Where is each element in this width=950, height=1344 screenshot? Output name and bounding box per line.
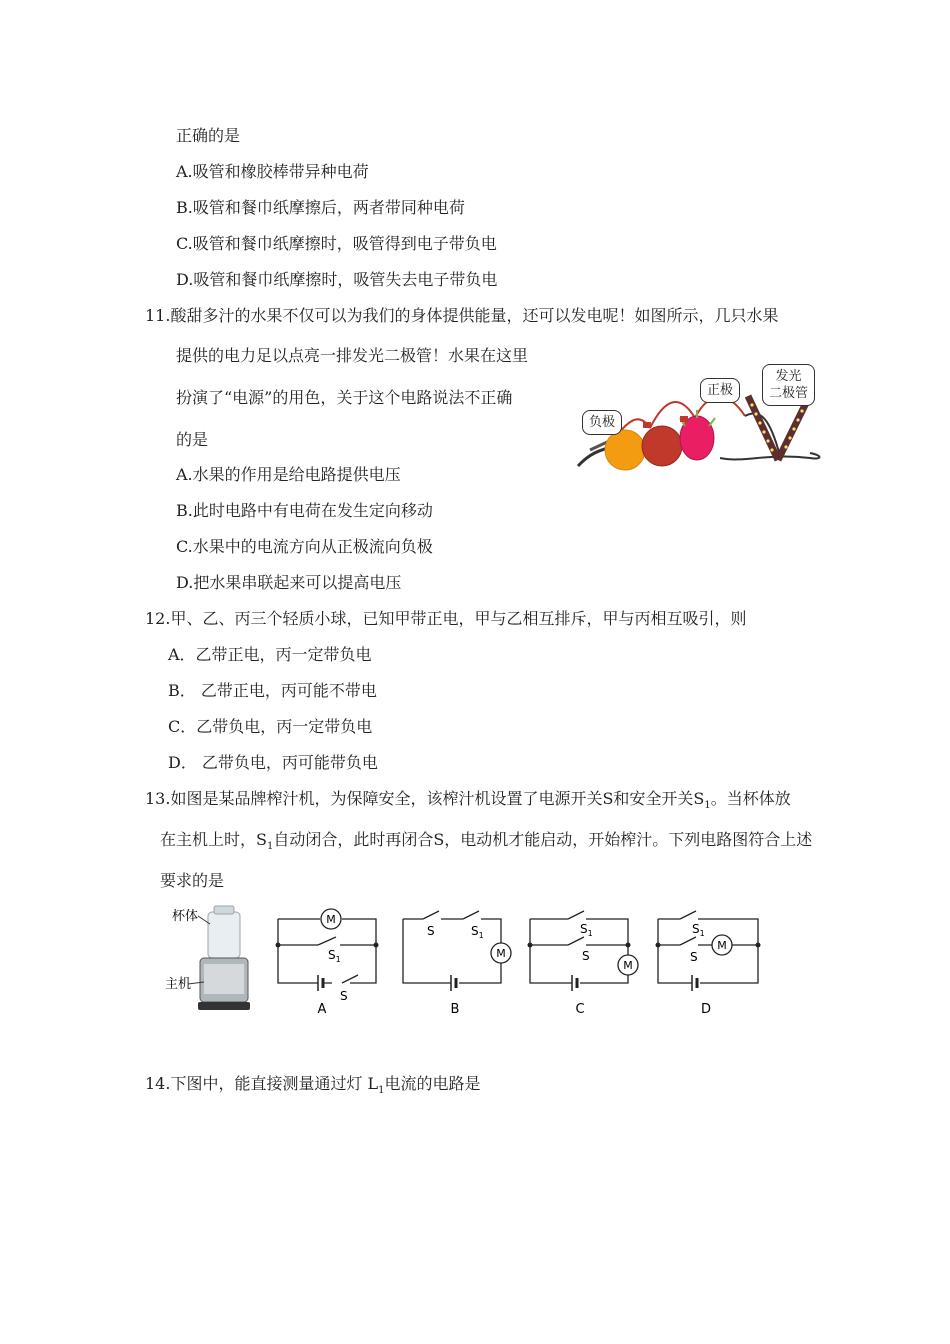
circuit-c-switch-s: S (582, 949, 590, 963)
circuit-c-diagram (522, 905, 642, 1017)
circuit-c-motor-symbol: M (623, 959, 633, 972)
circuit-a-switch-s1: $S_1$ (328, 948, 341, 964)
circuit-a-diagram (270, 905, 385, 1017)
q13-stem-line-1-text: 13.如图是某品牌榨汁机，为保障安全，该榨汁机设置了电源开关S和安全开关S (145, 789, 705, 808)
circuit-c-switch-s1: $S_1$ (580, 922, 593, 938)
q11-option-a: A.水果的作用是给电路提供电压 (176, 465, 401, 484)
circuit-d-diagram (650, 905, 770, 1017)
q12-option-d: D． 乙带负电，丙可能带负电 (168, 753, 378, 772)
positive-pole-label: 正极 (700, 378, 740, 403)
circuit-d-label: D (700, 1002, 712, 1017)
led-label-line-2: 二极管 (769, 386, 809, 401)
q12-option-b: B． 乙带正电，丙可能不带电 (168, 681, 377, 700)
q11-stem-line-3: 扮演了“电源”的用色，关于这个电路说法不正确 (176, 388, 513, 407)
circuit-a-switch-s: S (340, 989, 348, 1003)
q13-stem-line-1-sub: 1 (704, 800, 711, 812)
circuit-d-switch-s1: $S_1$ (692, 922, 705, 938)
circuit-d-switch-s: S (690, 950, 698, 964)
q14-stem-tail: 电流的电路是 (384, 1074, 481, 1093)
q13-stem-line-1-tail: 。当杯体放 (710, 789, 791, 808)
negative-pole-label: 负极 (582, 410, 622, 435)
juicer-figure (160, 902, 260, 1017)
circuit-b-switch-s1: $S_1$ (471, 924, 484, 940)
q13-stem-line-3: 要求的是 (160, 871, 225, 890)
q11-stem-line-4: 的是 (176, 430, 209, 449)
q11-stem-line-1: 11.酸甜多汁的水果不仅可以为我们的身体提供能量，还可以发电呢！如图所示，几只水果 (145, 306, 779, 325)
q14-stem-text: 14.下图中，能直接测量通过灯 L (145, 1074, 379, 1093)
circuit-a-label: A (317, 1002, 327, 1017)
led-label (762, 364, 815, 406)
juicer-base-label: 主机 (165, 977, 192, 992)
q13-stem-line-2-tail: 自动闭合，此时再闭合S，电动机才能启动，开始榨汁。下列电路图符合上述 (273, 830, 813, 849)
q14-stem (145, 1073, 481, 1102)
q11-option-b: B.此时电路中有电荷在发生定向移动 (176, 501, 433, 520)
circuit-a (270, 905, 385, 1017)
circuit-b-switch-s: S (427, 924, 435, 938)
q14-stem-sub: 1 (378, 1085, 385, 1097)
circuit-d (650, 905, 770, 1017)
q10-option-c: C.吸管和餐巾纸摩擦时，吸管得到电子带负电 (176, 234, 497, 253)
q10-option-b: B.吸管和餐巾纸摩擦后，两者带同种电荷 (176, 198, 465, 217)
circuit-b-label: B (450, 1002, 460, 1017)
q10-option-d: D.吸管和餐巾纸摩擦时，吸管失去电子带负电 (176, 270, 498, 289)
q12-stem: 12.甲、乙、丙三个轻质小球，已知甲带正电，甲与乙相互排斥，甲与丙相互吸引，则 (145, 609, 747, 628)
q12-option-a: A．乙带正电，丙一定带负电 (168, 645, 372, 664)
circuit-b-diagram (395, 905, 515, 1017)
q11-option-c: C.水果中的电流方向从正极流向负极 (176, 537, 433, 556)
led-label-line-1: 发光 (775, 369, 802, 384)
q10-option-a: A.吸管和橡胶棒带异种电荷 (176, 162, 369, 181)
q13-stem-line-2-sub: 1 (266, 841, 274, 853)
q13-stem-line-1 (145, 788, 791, 817)
fruit-battery-figure (570, 358, 840, 478)
q12-option-c: C．乙带负电，丙一定带负电 (168, 717, 373, 736)
q11-stem-line-2: 提供的电力足以点亮一排发光二极管！水果在这里 (176, 346, 529, 365)
q13-stem-line-2-text: 在主机上时，S (160, 830, 267, 849)
circuit-c-label: C (575, 1002, 585, 1017)
circuit-b (395, 905, 515, 1017)
q10-stem-tail: 正确的是 (176, 126, 241, 145)
q13-stem-line-2 (160, 829, 812, 858)
q11-option-d: D.把水果串联起来可以提高电压 (176, 573, 402, 592)
circuit-c (522, 905, 642, 1017)
juicer-cup-label: 杯体 (172, 909, 199, 924)
circuit-d-motor-symbol: M (717, 939, 727, 952)
juicer-illustration (160, 902, 260, 1017)
circuit-b-motor-symbol: M (496, 947, 506, 960)
circuit-a-motor-symbol: M (326, 913, 336, 926)
